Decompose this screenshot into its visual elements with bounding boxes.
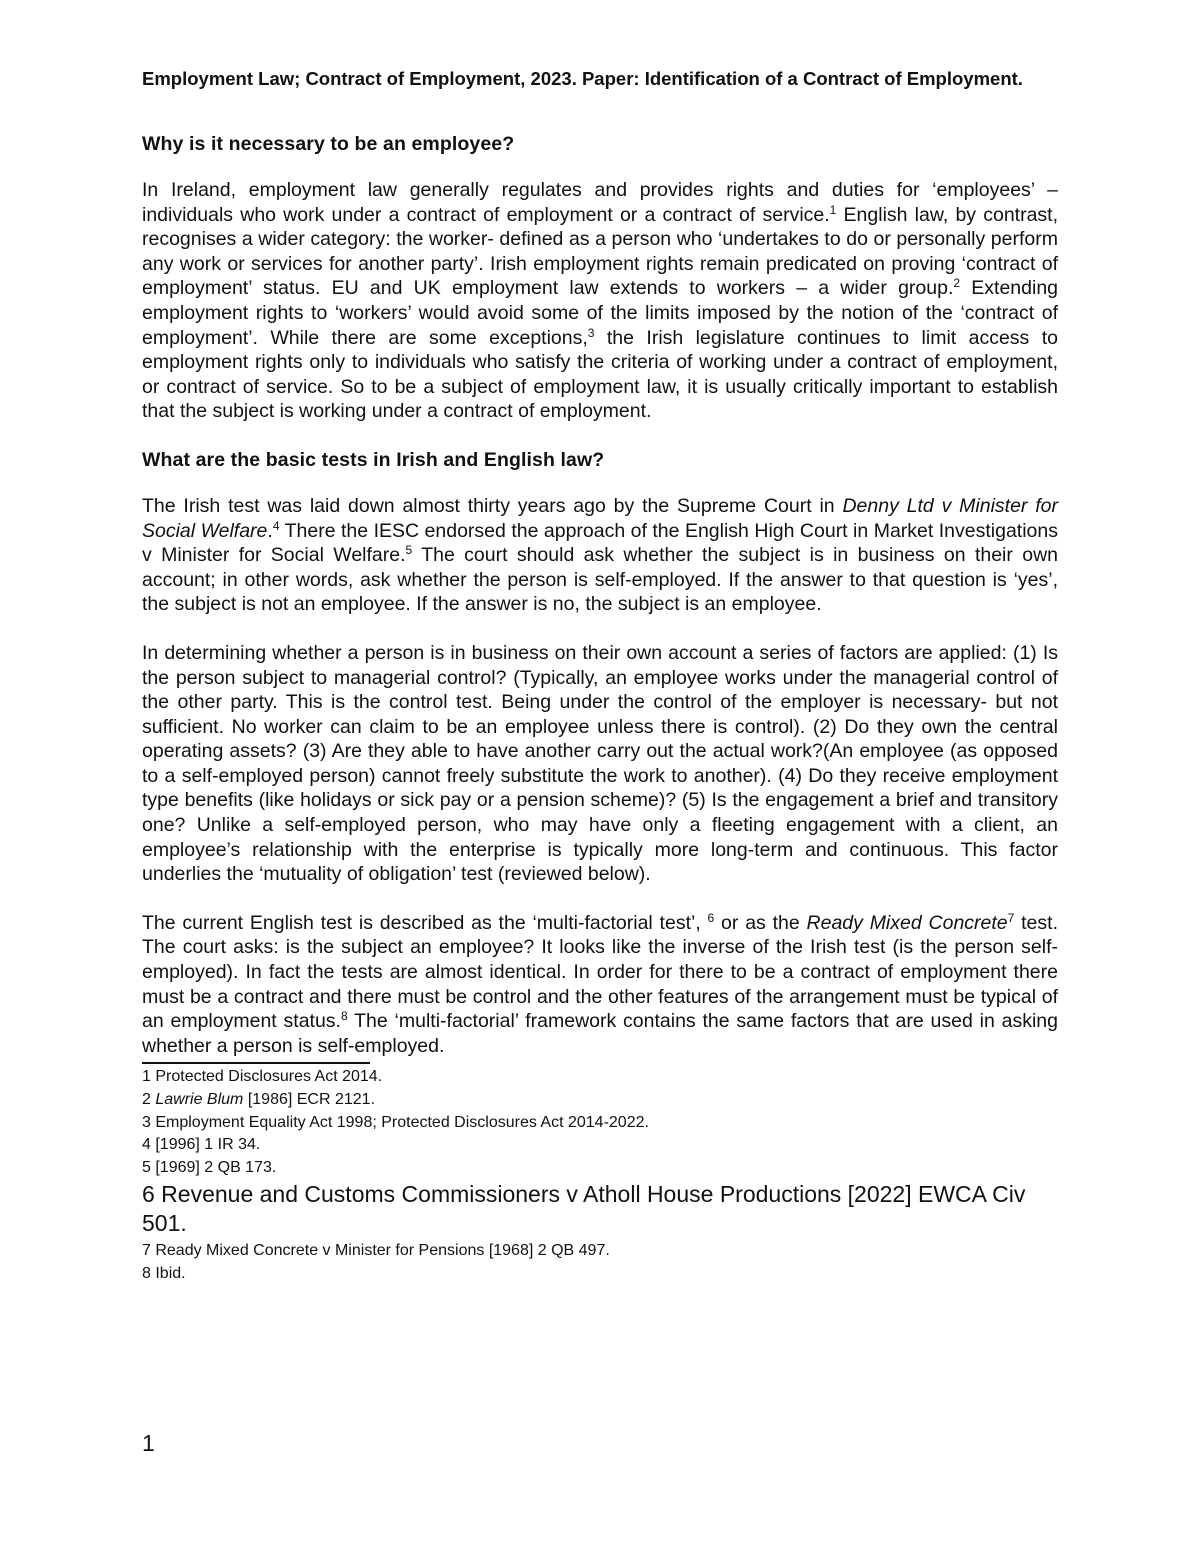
document-page <box>142 66 1058 1286</box>
body-paragraph <box>142 641 1058 887</box>
footnote-item: 8 Ibid. <box>142 1264 186 1282</box>
paragraph-text: The Irish test was laid down almost thirty years ago by the Supreme Court in <box>142 494 843 517</box>
footnote-item: 3 Employment Equality Act 1998; Protected Disclosures Act 2014-2022. <box>142 1113 649 1131</box>
footnote-item: 1 Protected Disclosures Act 2014. <box>142 1068 383 1086</box>
paragraph-text: In determining whether a person is in business on their own account a series of factors are applied: (1) Is the person subject to managerial control? (Typically, an employee works under the managerial control of the other party. This is the control test. Being under the control of the employer is necessary- but not sufficient. No worker can claim to be an employee unless there is control). (2) Do they own the central operating assets? (3) Are they able to have another carry out the actual work?(An employee (as opposed to a self-employed person) cannot freely substitute the work to another). (4) Do they receive employment type benefits (like holidays or sick pay or a pension scheme)? (5) Is the engagement a brief and transitory one? Unlike a self-employed person, who may have only a fleeting engagement with a client, an employee’s relationship with the enterprise is typically more long-term and continuous. This factor underlies the ‘mutuality of obligation’ test (reviewed below). <box>142 641 1058 886</box>
case-name: Ready Mixed Concrete <box>806 911 1008 934</box>
footnote-item: 5 [1969] 2 QB 173. <box>142 1158 277 1176</box>
body-paragraph <box>142 494 1058 617</box>
footnote-ref[interactable]: 7 <box>1007 910 1015 925</box>
paragraph-text: The current English test is described as the ‘multi-factorial test’, <box>142 911 708 934</box>
paragraph-text: Extending employment rights to ‘workers’ would avoid some of the limits imposed by the notion of the ‘contract of employment’. While there are some exceptions, <box>142 277 1059 349</box>
footnote-number: 2 <box>142 1091 156 1108</box>
page-number: 1 <box>142 1430 155 1456</box>
body-paragraph <box>142 178 1058 424</box>
footnote-ref[interactable]: 1 <box>829 202 837 217</box>
footnote-ref[interactable]: 2 <box>953 276 961 291</box>
paragraph-text: There the IESC endorsed the approach of the English High Court in Market Investigations v Minister for Social Welfare. <box>142 519 1058 567</box>
section-heading: What are the basic tests in Irish and English law? <box>142 448 605 471</box>
paragraph-text: test. The court asks: is the subject an employee? It looks like the inverse of the Irish test (is the person self-employed). In fact the tests are almost identical. In order for there to be a contract of employment there must be a contract and there must be control and the other features of the arrangement must be typical of an employment status. <box>142 911 1058 1033</box>
document-title: Employment Law; Contract of Employment, 2023. Paper: Identification of a Contract of Employment. <box>142 68 1023 89</box>
footnote-ref[interactable]: 4 <box>272 518 280 533</box>
footnote-ref[interactable]: 8 <box>340 1009 348 1024</box>
footnote-separator <box>142 1062 370 1064</box>
paragraph-text: The ‘multi-factorial’ framework contains the same factors that are used in asking whether a person is self-employed. <box>142 1010 1058 1057</box>
footnote-item: 6 Revenue and Customs Commissioners v Atholl House Productions [2022] EWCA Civ 501. <box>142 1181 1026 1237</box>
paragraph-text: or as the <box>714 911 807 934</box>
paragraph-text: The court should ask whether the subject is in business on their own account; in other words, ask whether the person is self-employed. If the answer to that question is ‘yes’, the subject is not an employee. If the answer is no, the subject is an employee. <box>142 544 1058 616</box>
paragraph-text: . <box>267 519 273 542</box>
paragraph-text: English law, by contrast, recognises a wider category: the worker- defined as a person who ‘undertakes to do or personally perform any work or services for another party’. Irish employment rights remain predicated on proving ‘contract of employment’ status. EU and UK employment law extends to workers – a wider group. <box>142 203 1058 300</box>
footnote-ref[interactable]: 6 <box>707 910 715 925</box>
case-name: Lawrie Blum <box>155 1091 244 1108</box>
footnote-item <box>142 1089 1058 1112</box>
footnote-ref[interactable]: 5 <box>405 543 413 558</box>
footnote-ref[interactable]: 3 <box>587 325 595 340</box>
paragraph-text: In Ireland, employment law generally regulates and provides rights and duties for ‘employees’ – individuals who work under a contract of employment or a contract of service. <box>142 179 1058 226</box>
footnote-item: 7 Ready Mixed Concrete v Minister for Pensions [1968] 2 QB 497. <box>142 1242 610 1260</box>
section-heading: Why is it necessary to be an employee? <box>142 133 515 155</box>
footnote-text: [1986] ECR 2121. <box>243 1091 376 1108</box>
footnotes <box>142 1066 1058 1285</box>
case-name: Denny Ltd v Minister for Social Welfare <box>142 494 1058 542</box>
body-paragraph <box>142 911 1058 1059</box>
footnote-item: 4 [1996] 1 IR 34. <box>142 1136 261 1154</box>
paragraph-text: the Irish legislature continues to limit access to employment rights only to individuals who satisfy the criteria of working under a contract of employment, or contract of service. So to be a subject of employment law, it is usually critically important to establish that the subject is working under a contract of employment. <box>142 326 1058 423</box>
